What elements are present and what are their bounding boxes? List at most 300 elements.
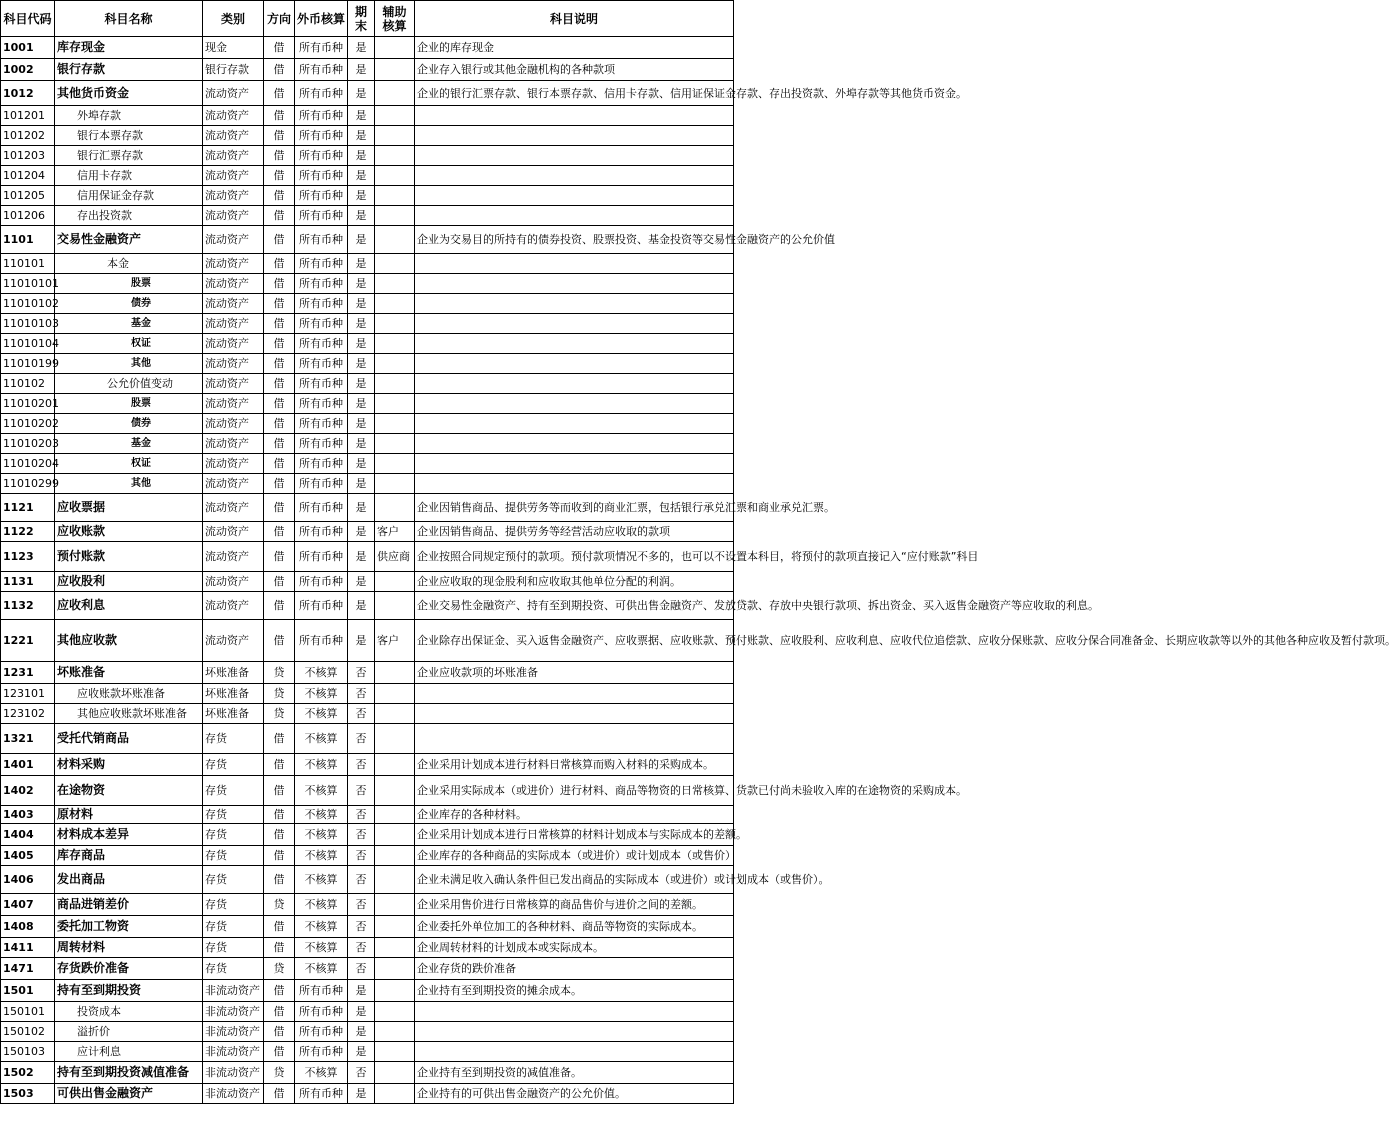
cell-category: 非流动资产	[203, 1062, 264, 1084]
cell-code: 1406	[1, 866, 55, 894]
cell-direction: 借	[264, 206, 295, 226]
cell-auxiliary	[375, 474, 415, 494]
cell-direction: 贷	[264, 958, 295, 980]
header-name: 科目名称	[55, 1, 203, 37]
cell-category: 存货	[203, 916, 264, 938]
table-row	[1, 958, 734, 980]
cell-currency: 所有币种	[295, 980, 348, 1002]
cell-auxiliary: 供应商	[375, 542, 415, 572]
cell-description	[415, 314, 734, 334]
cell-category: 流动资产	[203, 414, 264, 434]
cell-name: 库存现金	[55, 37, 203, 59]
cell-code: 1321	[1, 724, 55, 754]
cell-auxiliary	[375, 206, 415, 226]
cell-category: 流动资产	[203, 454, 264, 474]
cell-description	[415, 374, 734, 394]
cell-direction: 借	[264, 354, 295, 374]
cell-period-end: 否	[348, 958, 375, 980]
cell-code: 11010299	[1, 474, 55, 494]
table-row	[1, 126, 734, 146]
cell-currency: 不核算	[295, 846, 348, 866]
cell-description: 企业采用实际成本（或进价）进行材料、商品等物资的日常核算、货款已付尚未验收入库的在途物资的采购成本。	[415, 776, 734, 806]
cell-auxiliary	[375, 866, 415, 894]
cell-direction: 借	[264, 226, 295, 254]
cell-name: 信用保证金存款	[55, 186, 203, 206]
cell-description: 企业采用售价进行日常核算的商品售价与进价之间的差额。	[415, 894, 734, 916]
cell-category: 存货	[203, 846, 264, 866]
cell-code: 110101	[1, 254, 55, 274]
cell-category: 非流动资产	[203, 1022, 264, 1042]
cell-description: 企业周转材料的计划成本或实际成本。	[415, 938, 734, 958]
cell-name: 在途物资	[55, 776, 203, 806]
cell-direction: 借	[264, 274, 295, 294]
cell-auxiliary	[375, 414, 415, 434]
cell-description	[415, 146, 734, 166]
cell-period-end: 是	[348, 394, 375, 414]
cell-period-end: 否	[348, 684, 375, 704]
cell-currency: 所有币种	[295, 106, 348, 126]
cell-name: 债券	[55, 294, 203, 314]
cell-category: 存货	[203, 806, 264, 824]
cell-period-end: 是	[348, 294, 375, 314]
cell-period-end: 否	[348, 662, 375, 684]
cell-name: 预付账款	[55, 542, 203, 572]
table-row	[1, 314, 734, 334]
cell-auxiliary	[375, 166, 415, 186]
cell-auxiliary	[375, 314, 415, 334]
cell-direction: 借	[264, 542, 295, 572]
cell-direction: 借	[264, 186, 295, 206]
cell-currency: 不核算	[295, 806, 348, 824]
cell-auxiliary	[375, 846, 415, 866]
cell-currency: 所有币种	[295, 166, 348, 186]
table-row	[1, 494, 734, 522]
cell-auxiliary	[375, 704, 415, 724]
cell-name: 银行汇票存款	[55, 146, 203, 166]
cell-currency: 所有币种	[295, 522, 348, 542]
cell-period-end: 是	[348, 454, 375, 474]
cell-auxiliary	[375, 1062, 415, 1084]
cell-auxiliary	[375, 106, 415, 126]
cell-description: 企业的库存现金	[415, 37, 734, 59]
cell-category: 坏账准备	[203, 662, 264, 684]
cell-period-end: 是	[348, 1042, 375, 1062]
cell-code: 150101	[1, 1002, 55, 1022]
cell-category: 存货	[203, 776, 264, 806]
cell-name: 应收股利	[55, 572, 203, 592]
cell-period-end: 是	[348, 314, 375, 334]
cell-category: 流动资产	[203, 542, 264, 572]
cell-code: 1411	[1, 938, 55, 958]
cell-name: 应收账款坏账准备	[55, 684, 203, 704]
table-row	[1, 186, 734, 206]
cell-description	[415, 166, 734, 186]
cell-currency: 不核算	[295, 724, 348, 754]
cell-name: 持有至到期投资	[55, 980, 203, 1002]
cell-name: 交易性金融资产	[55, 226, 203, 254]
cell-period-end: 否	[348, 938, 375, 958]
cell-currency: 不核算	[295, 754, 348, 776]
cell-description	[415, 724, 734, 754]
cell-direction: 借	[264, 592, 295, 620]
cell-auxiliary	[375, 724, 415, 754]
table-row	[1, 254, 734, 274]
cell-currency: 不核算	[295, 684, 348, 704]
cell-direction: 借	[264, 374, 295, 394]
cell-category: 流动资产	[203, 394, 264, 414]
cell-code: 1404	[1, 824, 55, 846]
table-row	[1, 592, 734, 620]
cell-code: 1001	[1, 37, 55, 59]
cell-auxiliary	[375, 1042, 415, 1062]
cell-description	[415, 1022, 734, 1042]
cell-name: 周转材料	[55, 938, 203, 958]
table-row	[1, 394, 734, 414]
cell-period-end: 否	[348, 824, 375, 846]
table-row	[1, 1084, 734, 1104]
cell-name: 溢折价	[55, 1022, 203, 1042]
cell-category: 流动资产	[203, 374, 264, 394]
cell-currency: 不核算	[295, 916, 348, 938]
cell-currency: 所有币种	[295, 1042, 348, 1062]
table-row	[1, 684, 734, 704]
cell-period-end: 是	[348, 81, 375, 106]
cell-direction: 借	[264, 866, 295, 894]
cell-currency: 不核算	[295, 704, 348, 724]
table-row	[1, 824, 734, 846]
cell-code: 110102	[1, 374, 55, 394]
table-row	[1, 1022, 734, 1042]
cell-name: 基金	[55, 434, 203, 454]
cell-description: 企业持有的可供出售金融资产的公允价值。	[415, 1084, 734, 1104]
cell-period-end: 是	[348, 620, 375, 662]
cell-name: 存出投资款	[55, 206, 203, 226]
cell-currency: 不核算	[295, 776, 348, 806]
cell-name: 坏账准备	[55, 662, 203, 684]
cell-period-end: 是	[348, 592, 375, 620]
cell-period-end: 否	[348, 754, 375, 776]
cell-code: 1403	[1, 806, 55, 824]
table-row	[1, 206, 734, 226]
cell-period-end: 是	[348, 980, 375, 1002]
cell-direction: 借	[264, 916, 295, 938]
cell-category: 流动资产	[203, 474, 264, 494]
table-row	[1, 894, 734, 916]
cell-name: 委托加工物资	[55, 916, 203, 938]
cell-direction: 借	[264, 980, 295, 1002]
table-row	[1, 866, 734, 894]
table-row	[1, 754, 734, 776]
cell-category: 非流动资产	[203, 1042, 264, 1062]
cell-description: 企业为交易目的所持有的债券投资、股票投资、基金投资等交易性金融资产的公允价值	[415, 226, 734, 254]
cell-currency: 所有币种	[295, 126, 348, 146]
cell-name: 债券	[55, 414, 203, 434]
cell-auxiliary	[375, 334, 415, 354]
cell-category: 流动资产	[203, 254, 264, 274]
cell-currency: 不核算	[295, 958, 348, 980]
cell-auxiliary	[375, 354, 415, 374]
cell-name: 发出商品	[55, 866, 203, 894]
cell-period-end: 是	[348, 1084, 375, 1104]
cell-name: 应收账款	[55, 522, 203, 542]
cell-auxiliary	[375, 254, 415, 274]
cell-direction: 借	[264, 522, 295, 542]
cell-category: 流动资产	[203, 294, 264, 314]
cell-code: 11010199	[1, 354, 55, 374]
cell-auxiliary	[375, 572, 415, 592]
cell-code: 11010203	[1, 434, 55, 454]
cell-direction: 借	[264, 1022, 295, 1042]
cell-name: 持有至到期投资减值准备	[55, 1062, 203, 1084]
table-row	[1, 572, 734, 592]
cell-currency: 所有币种	[295, 1084, 348, 1104]
cell-category: 流动资产	[203, 334, 264, 354]
table-row	[1, 226, 734, 254]
cell-period-end: 是	[348, 572, 375, 592]
cell-code: 1121	[1, 494, 55, 522]
table-row	[1, 59, 734, 81]
cell-category: 存货	[203, 824, 264, 846]
cell-category: 存货	[203, 724, 264, 754]
cell-description: 企业委托外单位加工的各种材料、商品等物资的实际成本。	[415, 916, 734, 938]
cell-code: 101201	[1, 106, 55, 126]
cell-code: 11010101	[1, 274, 55, 294]
cell-direction: 借	[264, 59, 295, 81]
cell-category: 流动资产	[203, 522, 264, 542]
cell-category: 坏账准备	[203, 684, 264, 704]
cell-category: 银行存款	[203, 59, 264, 81]
cell-name: 本金	[55, 254, 203, 274]
cell-auxiliary	[375, 454, 415, 474]
cell-category: 流动资产	[203, 620, 264, 662]
cell-description	[415, 394, 734, 414]
cell-auxiliary	[375, 434, 415, 454]
cell-period-end: 是	[348, 37, 375, 59]
cell-auxiliary	[375, 684, 415, 704]
cell-auxiliary	[375, 294, 415, 314]
table-row	[1, 1042, 734, 1062]
cell-currency: 所有币种	[295, 454, 348, 474]
cell-description	[415, 684, 734, 704]
cell-direction: 借	[264, 754, 295, 776]
cell-direction: 贷	[264, 704, 295, 724]
cell-currency: 所有币种	[295, 374, 348, 394]
cell-auxiliary	[375, 494, 415, 522]
cell-name: 权证	[55, 454, 203, 474]
cell-currency: 所有币种	[295, 1002, 348, 1022]
cell-code: 123102	[1, 704, 55, 724]
cell-period-end: 是	[348, 1022, 375, 1042]
header-row	[1, 1, 734, 37]
cell-category: 现金	[203, 37, 264, 59]
cell-name: 库存商品	[55, 846, 203, 866]
cell-period-end: 是	[348, 1002, 375, 1022]
cell-auxiliary	[375, 806, 415, 824]
table-row	[1, 454, 734, 474]
cell-code: 1123	[1, 542, 55, 572]
cell-description	[415, 434, 734, 454]
cell-name: 股票	[55, 394, 203, 414]
cell-direction: 贷	[264, 684, 295, 704]
header-category: 类别	[203, 1, 264, 37]
cell-direction: 借	[264, 434, 295, 454]
cell-code: 1101	[1, 226, 55, 254]
cell-name: 投资成本	[55, 1002, 203, 1022]
cell-name: 其他	[55, 354, 203, 374]
cell-period-end: 是	[348, 226, 375, 254]
table-row	[1, 938, 734, 958]
cell-name: 公允价值变动	[55, 374, 203, 394]
cell-code: 11010103	[1, 314, 55, 334]
cell-direction: 借	[264, 126, 295, 146]
cell-description: 企业存入银行或其他金融机构的各种款项	[415, 59, 734, 81]
cell-category: 流动资产	[203, 354, 264, 374]
table-row	[1, 846, 734, 866]
cell-code: 1231	[1, 662, 55, 684]
cell-currency: 所有币种	[295, 206, 348, 226]
cell-auxiliary	[375, 1022, 415, 1042]
cell-currency: 不核算	[295, 866, 348, 894]
cell-direction: 借	[264, 37, 295, 59]
table-row	[1, 274, 734, 294]
cell-currency: 所有币种	[295, 354, 348, 374]
header-direction: 方向	[264, 1, 295, 37]
cell-description	[415, 1042, 734, 1062]
table-row	[1, 704, 734, 724]
cell-auxiliary	[375, 958, 415, 980]
cell-period-end: 否	[348, 846, 375, 866]
cell-period-end: 是	[348, 334, 375, 354]
cell-description	[415, 334, 734, 354]
cell-period-end: 是	[348, 542, 375, 572]
table-row	[1, 166, 734, 186]
cell-description	[415, 126, 734, 146]
cell-direction: 借	[264, 806, 295, 824]
cell-code: 150103	[1, 1042, 55, 1062]
cell-code: 1408	[1, 916, 55, 938]
cell-code: 1503	[1, 1084, 55, 1104]
cell-description: 企业应收取的现金股利和应收取其他单位分配的利润。	[415, 572, 734, 592]
table-row	[1, 522, 734, 542]
cell-direction: 借	[264, 294, 295, 314]
cell-direction: 借	[264, 846, 295, 866]
cell-name: 受托代销商品	[55, 724, 203, 754]
table-row	[1, 776, 734, 806]
cell-auxiliary	[375, 894, 415, 916]
cell-code: 1122	[1, 522, 55, 542]
cell-description	[415, 274, 734, 294]
cell-period-end: 是	[348, 254, 375, 274]
cell-description: 企业库存的各种商品的实际成本（或进价）或计划成本（或售价）	[415, 846, 734, 866]
cell-name: 应计利息	[55, 1042, 203, 1062]
cell-name: 商品进销差价	[55, 894, 203, 916]
cell-description: 企业存货的跌价准备	[415, 958, 734, 980]
cell-code: 1012	[1, 81, 55, 106]
cell-currency: 不核算	[295, 938, 348, 958]
cell-description	[415, 354, 734, 374]
cell-description	[415, 414, 734, 434]
cell-direction: 借	[264, 394, 295, 414]
cell-category: 流动资产	[203, 146, 264, 166]
cell-code: 11010204	[1, 454, 55, 474]
cell-description	[415, 186, 734, 206]
cell-auxiliary	[375, 146, 415, 166]
cell-code: 1407	[1, 894, 55, 916]
cell-direction: 借	[264, 314, 295, 334]
table-row	[1, 106, 734, 126]
cell-name: 信用卡存款	[55, 166, 203, 186]
cell-direction: 贷	[264, 662, 295, 684]
cell-auxiliary	[375, 662, 415, 684]
cell-period-end: 是	[348, 434, 375, 454]
cell-category: 存货	[203, 894, 264, 916]
cell-auxiliary	[375, 374, 415, 394]
cell-name: 应收票据	[55, 494, 203, 522]
cell-direction: 借	[264, 1042, 295, 1062]
header-code: 科目代码	[1, 1, 55, 37]
cell-code: 1501	[1, 980, 55, 1002]
table-row	[1, 620, 734, 662]
cell-auxiliary: 客户	[375, 620, 415, 662]
cell-direction: 借	[264, 106, 295, 126]
cell-auxiliary	[375, 1002, 415, 1022]
header-description: 科目说明	[415, 1, 734, 37]
cell-name: 权证	[55, 334, 203, 354]
cell-auxiliary	[375, 274, 415, 294]
cell-direction: 借	[264, 254, 295, 274]
cell-auxiliary	[375, 226, 415, 254]
table-row	[1, 980, 734, 1002]
cell-currency: 所有币种	[295, 294, 348, 314]
cell-description	[415, 254, 734, 274]
cell-description: 企业交易性金融资产、持有至到期投资、可供出售金融资产、发放贷款、存放中央银行款项、拆出资金、买入返售金融资产等应收取的利息。	[415, 592, 734, 620]
table-row	[1, 294, 734, 314]
cell-description: 企业未满足收入确认条件但已发出商品的实际成本（或进价）或计划成本（或售价）。	[415, 866, 734, 894]
cell-code: 1131	[1, 572, 55, 592]
cell-description	[415, 1002, 734, 1022]
cell-category: 存货	[203, 754, 264, 776]
cell-currency: 所有币种	[295, 494, 348, 522]
cell-auxiliary	[375, 81, 415, 106]
cell-direction: 借	[264, 620, 295, 662]
cell-period-end: 是	[348, 374, 375, 394]
cell-auxiliary	[375, 980, 415, 1002]
cell-category: 流动资产	[203, 166, 264, 186]
cell-currency: 所有币种	[295, 254, 348, 274]
cell-direction: 借	[264, 824, 295, 846]
table-row	[1, 414, 734, 434]
cell-period-end: 是	[348, 274, 375, 294]
table-row	[1, 374, 734, 394]
cell-name: 其他应收账款坏账准备	[55, 704, 203, 724]
cell-name: 外埠存款	[55, 106, 203, 126]
cell-period-end: 否	[348, 776, 375, 806]
cell-description	[415, 206, 734, 226]
cell-name: 基金	[55, 314, 203, 334]
cell-name: 原材料	[55, 806, 203, 824]
cell-direction: 借	[264, 724, 295, 754]
cell-auxiliary: 客户	[375, 522, 415, 542]
cell-category: 存货	[203, 866, 264, 894]
cell-currency: 所有币种	[295, 59, 348, 81]
cell-period-end: 否	[348, 1062, 375, 1084]
cell-name: 材料成本差异	[55, 824, 203, 846]
header-auxiliary: 辅助核算	[375, 1, 415, 37]
cell-code: 150102	[1, 1022, 55, 1042]
cell-category: 流动资产	[203, 494, 264, 522]
cell-description	[415, 454, 734, 474]
cell-category: 流动资产	[203, 206, 264, 226]
